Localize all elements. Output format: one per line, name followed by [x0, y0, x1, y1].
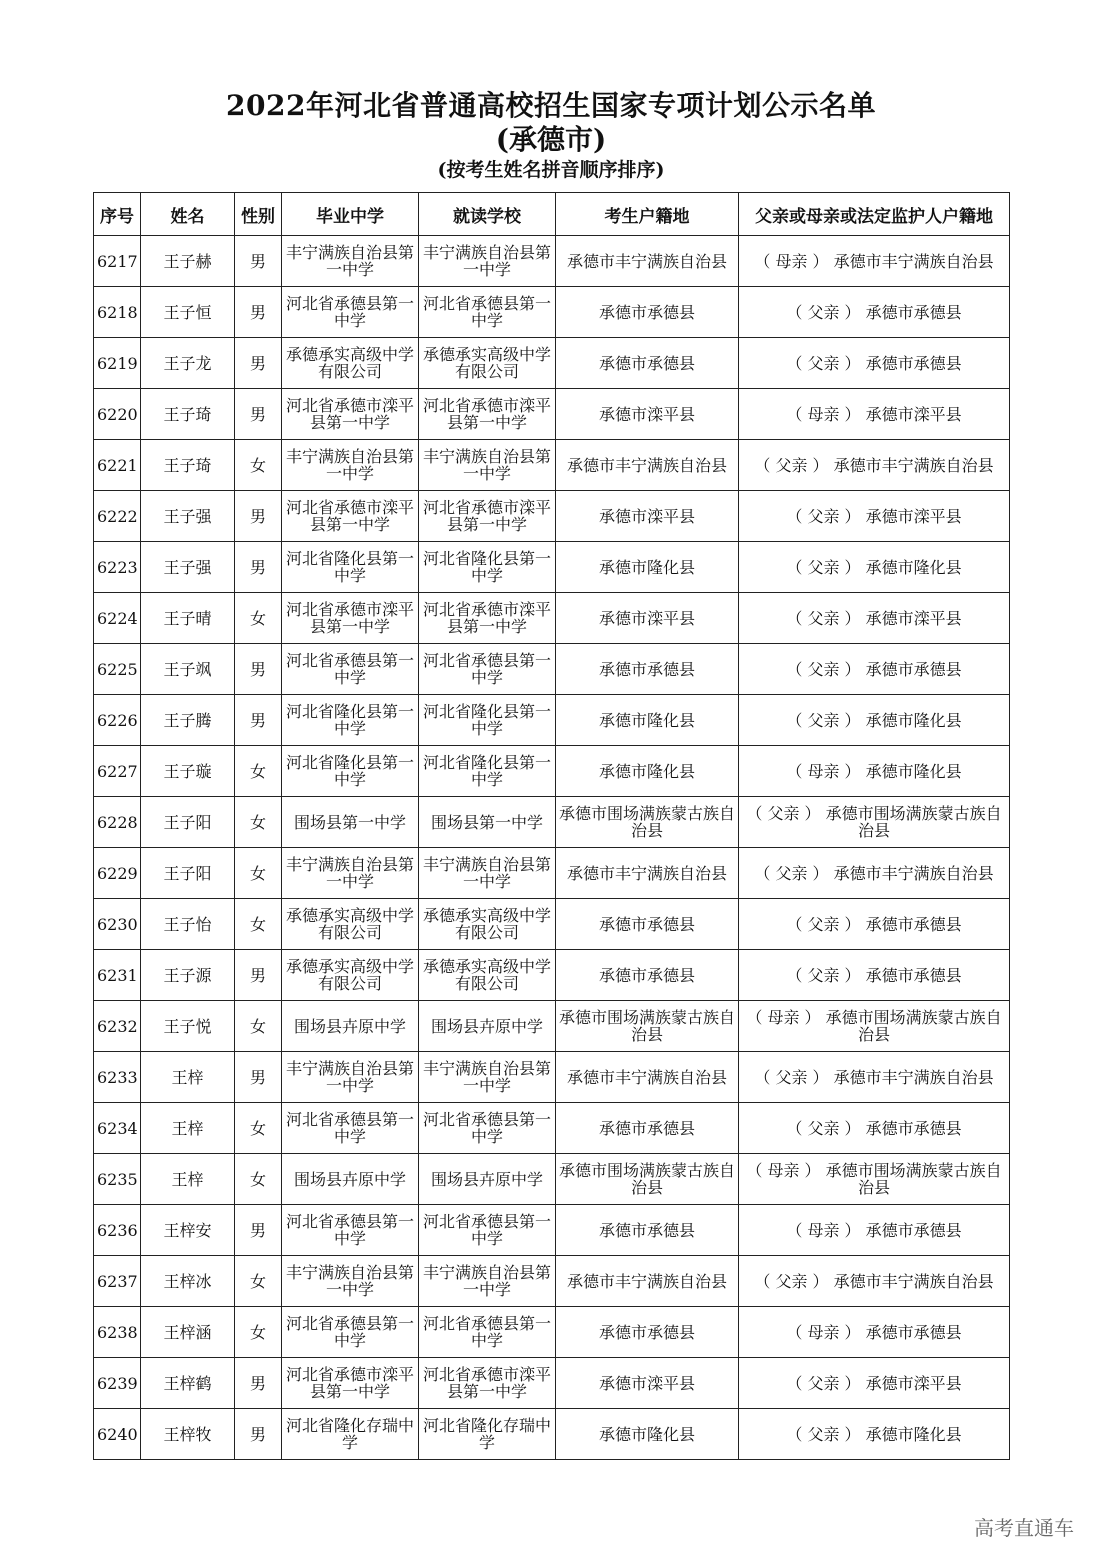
- seq-cell: 6222: [94, 491, 141, 542]
- gender-cell: 男: [235, 695, 282, 746]
- guardian-residence-cell: （ 母亲 ） 承德市承德县: [739, 1205, 1010, 1256]
- table-row: [94, 950, 1010, 1001]
- graduation-school-cell: 河北省隆化县第一中学: [282, 746, 419, 797]
- table-row: [94, 797, 1010, 848]
- name-cell: 王子怡: [141, 899, 235, 950]
- current-school-cell: 河北省承德市滦平县第一中学: [419, 593, 556, 644]
- seq-cell: 6240: [94, 1409, 141, 1460]
- graduation-school-cell: 河北省承德市滦平县第一中学: [282, 389, 419, 440]
- gender-cell: 女: [235, 797, 282, 848]
- name-cell: 王梓牧: [141, 1409, 235, 1460]
- guardian-residence-cell: （ 父亲 ） 承德市承德县: [739, 950, 1010, 1001]
- seq-cell: 6218: [94, 287, 141, 338]
- gender-cell: 女: [235, 1154, 282, 1205]
- name-cell: 王梓: [141, 1154, 235, 1205]
- table-row: [94, 389, 1010, 440]
- col-header-guardian-residence: 父亲或母亲或法定监护人户籍地: [739, 193, 1010, 236]
- gender-cell: 女: [235, 1103, 282, 1154]
- graduation-school-cell: 河北省承德县第一中学: [282, 287, 419, 338]
- city-subtitle: (承德市): [495, 123, 607, 156]
- guardian-residence-cell: （ 父亲 ） 承德市承德县: [739, 644, 1010, 695]
- graduation-school-cell: 河北省承德县第一中学: [282, 644, 419, 695]
- table-row: [94, 1409, 1010, 1460]
- name-cell: 王子璇: [141, 746, 235, 797]
- student-residence-cell: 承德市丰宁满族自治县: [556, 236, 739, 287]
- gender-cell: 女: [235, 1001, 282, 1052]
- graduation-school-cell: 围场县第一中学: [282, 797, 419, 848]
- gender-cell: 男: [235, 950, 282, 1001]
- current-school-cell: 河北省承德县第一中学: [419, 1205, 556, 1256]
- current-school-cell: 承德承实高级中学有限公司: [419, 950, 556, 1001]
- table-row: [94, 848, 1010, 899]
- guardian-residence-cell: （ 母亲 ） 承德市隆化县: [739, 746, 1010, 797]
- current-school-cell: 河北省承德县第一中学: [419, 1103, 556, 1154]
- student-residence-cell: 承德市承德县: [556, 1205, 739, 1256]
- guardian-residence-cell: （ 父亲 ） 承德市滦平县: [739, 491, 1010, 542]
- seq-cell: 6217: [94, 236, 141, 287]
- seq-cell: 6229: [94, 848, 141, 899]
- graduation-school-cell: 围场县卉原中学: [282, 1001, 419, 1052]
- graduation-school-cell: 河北省承德市滦平县第一中学: [282, 1358, 419, 1409]
- guardian-residence-cell: （ 父亲 ） 承德市围场满族蒙古族自治县: [739, 797, 1010, 848]
- student-residence-cell: 承德市承德县: [556, 899, 739, 950]
- guardian-residence-cell: （ 父亲 ） 承德市隆化县: [739, 695, 1010, 746]
- student-residence-cell: 承德市隆化县: [556, 695, 739, 746]
- seq-cell: 6231: [94, 950, 141, 1001]
- current-school-cell: 河北省隆化县第一中学: [419, 746, 556, 797]
- guardian-residence-cell: （ 父亲 ） 承德市丰宁满族自治县: [739, 1052, 1010, 1103]
- guardian-residence-cell: （ 母亲 ） 承德市围场满族蒙古族自治县: [739, 1154, 1010, 1205]
- guardian-residence-cell: （ 父亲 ） 承德市丰宁满族自治县: [739, 1256, 1010, 1307]
- graduation-school-cell: 承德承实高级中学有限公司: [282, 950, 419, 1001]
- seq-cell: 6230: [94, 899, 141, 950]
- col-header-student-residence: 考生户籍地: [556, 193, 739, 236]
- guardian-residence-cell: （ 父亲 ） 承德市丰宁满族自治县: [739, 440, 1010, 491]
- student-residence-cell: 承德市承德县: [556, 1103, 739, 1154]
- current-school-cell: 河北省承德市滦平县第一中学: [419, 491, 556, 542]
- gender-cell: 男: [235, 1358, 282, 1409]
- graduation-school-cell: 河北省承德市滦平县第一中学: [282, 491, 419, 542]
- gender-cell: 男: [235, 542, 282, 593]
- name-cell: 王梓鹤: [141, 1358, 235, 1409]
- current-school-cell: 丰宁满族自治县第一中学: [419, 236, 556, 287]
- col-header-gender: 性别: [235, 193, 282, 236]
- guardian-residence-cell: （ 母亲 ） 承德市承德县: [739, 1307, 1010, 1358]
- col-header-graduation-school: 毕业中学: [282, 193, 419, 236]
- name-cell: 王子阳: [141, 848, 235, 899]
- name-cell: 王梓涵: [141, 1307, 235, 1358]
- table-row: [94, 1307, 1010, 1358]
- graduation-school-cell: 河北省承德市滦平县第一中学: [282, 593, 419, 644]
- table-row: [94, 746, 1010, 797]
- student-residence-cell: 承德市围场满族蒙古族自治县: [556, 1154, 739, 1205]
- name-cell: 王梓冰: [141, 1256, 235, 1307]
- gender-cell: 男: [235, 338, 282, 389]
- current-school-cell: 丰宁满族自治县第一中学: [419, 440, 556, 491]
- current-school-cell: 围场县卉原中学: [419, 1001, 556, 1052]
- table-row: [94, 1154, 1010, 1205]
- current-school-cell: 河北省承德市滦平县第一中学: [419, 389, 556, 440]
- seq-cell: 6232: [94, 1001, 141, 1052]
- name-cell: 王梓: [141, 1103, 235, 1154]
- table-row: [94, 644, 1010, 695]
- student-residence-cell: 承德市丰宁满族自治县: [556, 1256, 739, 1307]
- table-row: [94, 491, 1010, 542]
- table-row: [94, 1358, 1010, 1409]
- gender-cell: 男: [235, 491, 282, 542]
- gender-cell: 男: [235, 644, 282, 695]
- graduation-school-cell: 河北省承德县第一中学: [282, 1205, 419, 1256]
- name-cell: 王子强: [141, 542, 235, 593]
- current-school-cell: 河北省承德市滦平县第一中学: [419, 1358, 556, 1409]
- roster-body: [94, 236, 1010, 1460]
- name-cell: 王梓: [141, 1052, 235, 1103]
- student-residence-cell: 承德市围场满族蒙古族自治县: [556, 797, 739, 848]
- student-residence-cell: 承德市丰宁满族自治县: [556, 1052, 739, 1103]
- graduation-school-cell: 丰宁满族自治县第一中学: [282, 440, 419, 491]
- roster-table: [93, 192, 1010, 1460]
- student-residence-cell: 承德市丰宁满族自治县: [556, 848, 739, 899]
- guardian-residence-cell: （ 母亲 ） 承德市滦平县: [739, 389, 1010, 440]
- graduation-school-cell: 丰宁满族自治县第一中学: [282, 848, 419, 899]
- current-school-cell: 丰宁满族自治县第一中学: [419, 848, 556, 899]
- current-school-cell: 河北省承德县第一中学: [419, 644, 556, 695]
- graduation-school-cell: 河北省承德县第一中学: [282, 1103, 419, 1154]
- col-header-current-school: 就读学校: [419, 193, 556, 236]
- table-row: [94, 338, 1010, 389]
- current-school-cell: 河北省隆化存瑞中学: [419, 1409, 556, 1460]
- name-cell: 王子恒: [141, 287, 235, 338]
- current-school-cell: 围场县卉原中学: [419, 1154, 556, 1205]
- guardian-residence-cell: （ 母亲 ） 承德市丰宁满族自治县: [739, 236, 1010, 287]
- seq-cell: 6220: [94, 389, 141, 440]
- gender-cell: 女: [235, 746, 282, 797]
- graduation-school-cell: 河北省隆化县第一中学: [282, 542, 419, 593]
- name-cell: 王梓安: [141, 1205, 235, 1256]
- graduation-school-cell: 河北省承德县第一中学: [282, 1307, 419, 1358]
- gender-cell: 男: [235, 1052, 282, 1103]
- table-row: [94, 287, 1010, 338]
- sort-note: (按考生姓名拼音顺序排序): [437, 159, 665, 181]
- title-block: [0, 88, 1102, 184]
- graduation-school-cell: 丰宁满族自治县第一中学: [282, 236, 419, 287]
- table-row: [94, 593, 1010, 644]
- guardian-residence-cell: （ 父亲 ） 承德市承德县: [739, 287, 1010, 338]
- current-school-cell: 河北省承德县第一中学: [419, 1307, 556, 1358]
- table-row: [94, 1001, 1010, 1052]
- table-row: [94, 899, 1010, 950]
- seq-cell: 6226: [94, 695, 141, 746]
- guardian-residence-cell: （ 父亲 ） 承德市滦平县: [739, 1358, 1010, 1409]
- seq-cell: 6233: [94, 1052, 141, 1103]
- gender-cell: 男: [235, 236, 282, 287]
- student-residence-cell: 承德市承德县: [556, 644, 739, 695]
- guardian-residence-cell: （ 父亲 ） 承德市承德县: [739, 1103, 1010, 1154]
- gender-cell: 男: [235, 1409, 282, 1460]
- guardian-residence-cell: （ 母亲 ） 承德市围场满族蒙古族自治县: [739, 1001, 1010, 1052]
- seq-cell: 6236: [94, 1205, 141, 1256]
- page-title: 2022年河北省普通高校招生国家专项计划公示名单: [226, 89, 876, 122]
- name-cell: 王子琦: [141, 389, 235, 440]
- student-residence-cell: 承德市丰宁满族自治县: [556, 440, 739, 491]
- seq-cell: 6224: [94, 593, 141, 644]
- student-residence-cell: 承德市承德县: [556, 287, 739, 338]
- graduation-school-cell: 河北省隆化存瑞中学: [282, 1409, 419, 1460]
- student-residence-cell: 承德市隆化县: [556, 746, 739, 797]
- student-residence-cell: 承德市隆化县: [556, 542, 739, 593]
- student-residence-cell: 承德市隆化县: [556, 1409, 739, 1460]
- seq-cell: 6219: [94, 338, 141, 389]
- name-cell: 王子龙: [141, 338, 235, 389]
- seq-cell: 6223: [94, 542, 141, 593]
- name-cell: 王子强: [141, 491, 235, 542]
- graduation-school-cell: 河北省隆化县第一中学: [282, 695, 419, 746]
- current-school-cell: 丰宁满族自治县第一中学: [419, 1256, 556, 1307]
- seq-cell: 6237: [94, 1256, 141, 1307]
- student-residence-cell: 承德市承德县: [556, 950, 739, 1001]
- guardian-residence-cell: （ 父亲 ） 承德市滦平县: [739, 593, 1010, 644]
- col-header-seq: 序号: [94, 193, 141, 236]
- graduation-school-cell: 承德承实高级中学有限公司: [282, 899, 419, 950]
- student-residence-cell: 承德市围场满族蒙古族自治县: [556, 1001, 739, 1052]
- gender-cell: 男: [235, 1205, 282, 1256]
- table-row: [94, 542, 1010, 593]
- current-school-cell: 承德承实高级中学有限公司: [419, 899, 556, 950]
- seq-cell: 6234: [94, 1103, 141, 1154]
- current-school-cell: 围场县第一中学: [419, 797, 556, 848]
- col-header-name: 姓名: [141, 193, 235, 236]
- seq-cell: 6225: [94, 644, 141, 695]
- seq-cell: 6235: [94, 1154, 141, 1205]
- header-row: [94, 193, 1010, 236]
- student-residence-cell: 承德市承德县: [556, 1307, 739, 1358]
- graduation-school-cell: 围场县卉原中学: [282, 1154, 419, 1205]
- gender-cell: 男: [235, 287, 282, 338]
- gender-cell: 女: [235, 440, 282, 491]
- gender-cell: 男: [235, 389, 282, 440]
- name-cell: 王子悦: [141, 1001, 235, 1052]
- student-residence-cell: 承德市滦平县: [556, 389, 739, 440]
- table-row: [94, 1205, 1010, 1256]
- table-row: [94, 440, 1010, 491]
- watermark-text: 高考直通车: [974, 1516, 1074, 1540]
- name-cell: 王子晴: [141, 593, 235, 644]
- seq-cell: 6239: [94, 1358, 141, 1409]
- name-cell: 王子赫: [141, 236, 235, 287]
- graduation-school-cell: 丰宁满族自治县第一中学: [282, 1256, 419, 1307]
- graduation-school-cell: 承德承实高级中学有限公司: [282, 338, 419, 389]
- seq-cell: 6221: [94, 440, 141, 491]
- guardian-residence-cell: （ 父亲 ） 承德市承德县: [739, 899, 1010, 950]
- current-school-cell: 河北省承德县第一中学: [419, 287, 556, 338]
- guardian-residence-cell: （ 父亲 ） 承德市隆化县: [739, 1409, 1010, 1460]
- seq-cell: 6227: [94, 746, 141, 797]
- table-row: [94, 236, 1010, 287]
- gender-cell: 女: [235, 593, 282, 644]
- current-school-cell: 承德承实高级中学有限公司: [419, 338, 556, 389]
- seq-cell: 6238: [94, 1307, 141, 1358]
- name-cell: 王子琦: [141, 440, 235, 491]
- gender-cell: 女: [235, 848, 282, 899]
- guardian-residence-cell: （ 父亲 ） 承德市承德县: [739, 338, 1010, 389]
- gender-cell: 女: [235, 899, 282, 950]
- seq-cell: 6228: [94, 797, 141, 848]
- student-residence-cell: 承德市滦平县: [556, 593, 739, 644]
- current-school-cell: 丰宁满族自治县第一中学: [419, 1052, 556, 1103]
- student-residence-cell: 承德市滦平县: [556, 491, 739, 542]
- table-row: [94, 1103, 1010, 1154]
- table-row: [94, 695, 1010, 746]
- guardian-residence-cell: （ 父亲 ） 承德市隆化县: [739, 542, 1010, 593]
- table-row: [94, 1052, 1010, 1103]
- gender-cell: 女: [235, 1256, 282, 1307]
- current-school-cell: 河北省隆化县第一中学: [419, 695, 556, 746]
- gender-cell: 女: [235, 1307, 282, 1358]
- student-residence-cell: 承德市滦平县: [556, 1358, 739, 1409]
- graduation-school-cell: 丰宁满族自治县第一中学: [282, 1052, 419, 1103]
- table-row: [94, 1256, 1010, 1307]
- guardian-residence-cell: （ 父亲 ） 承德市丰宁满族自治县: [739, 848, 1010, 899]
- student-residence-cell: 承德市承德县: [556, 338, 739, 389]
- name-cell: 王子腾: [141, 695, 235, 746]
- name-cell: 王子阳: [141, 797, 235, 848]
- current-school-cell: 河北省隆化县第一中学: [419, 542, 556, 593]
- name-cell: 王子源: [141, 950, 235, 1001]
- name-cell: 王子飒: [141, 644, 235, 695]
